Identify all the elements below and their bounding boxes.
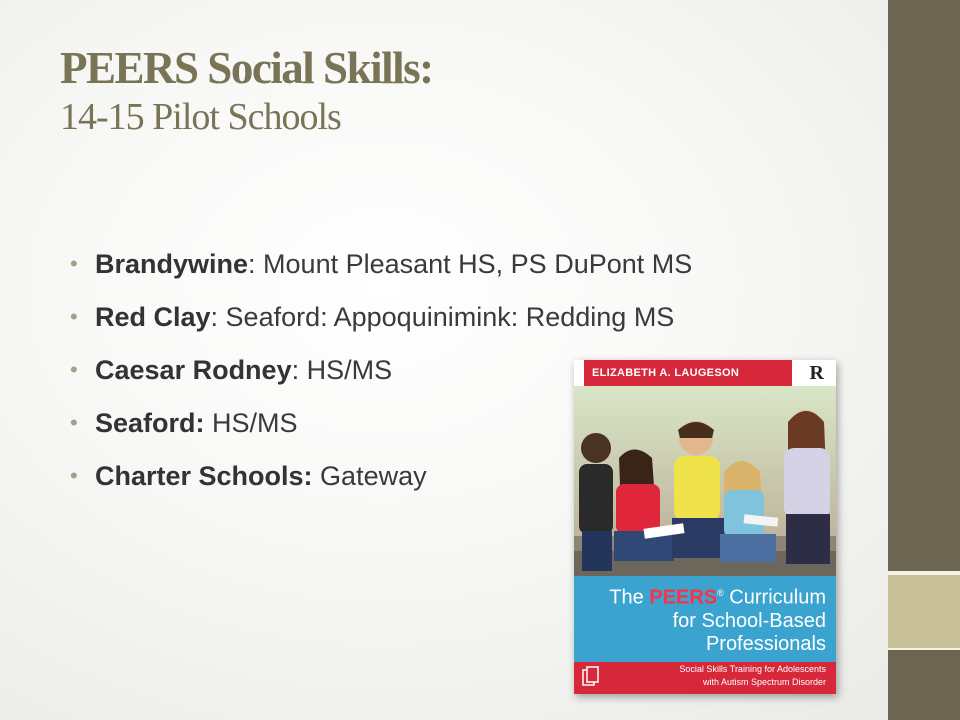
bullet-text: HS/MS (204, 408, 298, 438)
publisher-logo: R (809, 362, 824, 384)
book-subtitle-line: Social Skills Training for Adolescents (679, 664, 826, 674)
book-subtitle-line: with Autism Spectrum Disorder (702, 677, 826, 687)
sidebar-dark-band (888, 0, 960, 575)
slide-title: PEERS Social Skills: (60, 43, 433, 93)
bullet-item (70, 293, 850, 346)
book-title-reg: ® (717, 588, 724, 598)
slide-title-block (60, 42, 860, 140)
bullet-text: : HS/MS (291, 355, 393, 385)
sidebar-dark-band-bottom (888, 650, 960, 720)
bullet-label: Brandywine (95, 249, 249, 279)
slide-subtitle: 14-15 Pilot Schools (60, 96, 341, 138)
book-title-line: Professionals (705, 632, 826, 655)
bullet-label: Seaford: (95, 408, 205, 438)
bullet-label: Red Clay (95, 302, 211, 332)
bullet-label: Charter Schools: (95, 461, 313, 491)
book-photo-students (574, 386, 836, 576)
book-pages-icon (582, 666, 600, 688)
book-cover-image (574, 360, 836, 694)
bullet-item (70, 240, 850, 293)
book-title-line (576, 582, 826, 610)
sidebar-light-band (888, 575, 960, 650)
book-title-peers: PEERS (649, 586, 718, 609)
sidebar-decoration (888, 0, 960, 720)
bullet-text: : Mount Pleasant HS, PS DuPont MS (248, 249, 693, 279)
book-author: ELIZABETH A. LAUGESON (584, 360, 792, 386)
book-title-rest: Curriculum (723, 586, 826, 609)
bullet-label: Caesar Rodney (95, 355, 292, 385)
book-title (576, 582, 826, 656)
bullet-text: : Seaford: Appoquinimink: Redding MS (210, 302, 675, 332)
book-title-line: for School-Based (672, 609, 826, 632)
bullet-text: Gateway (312, 461, 427, 491)
book-title-prefix: The (609, 586, 650, 609)
book-subtitle (616, 663, 826, 689)
